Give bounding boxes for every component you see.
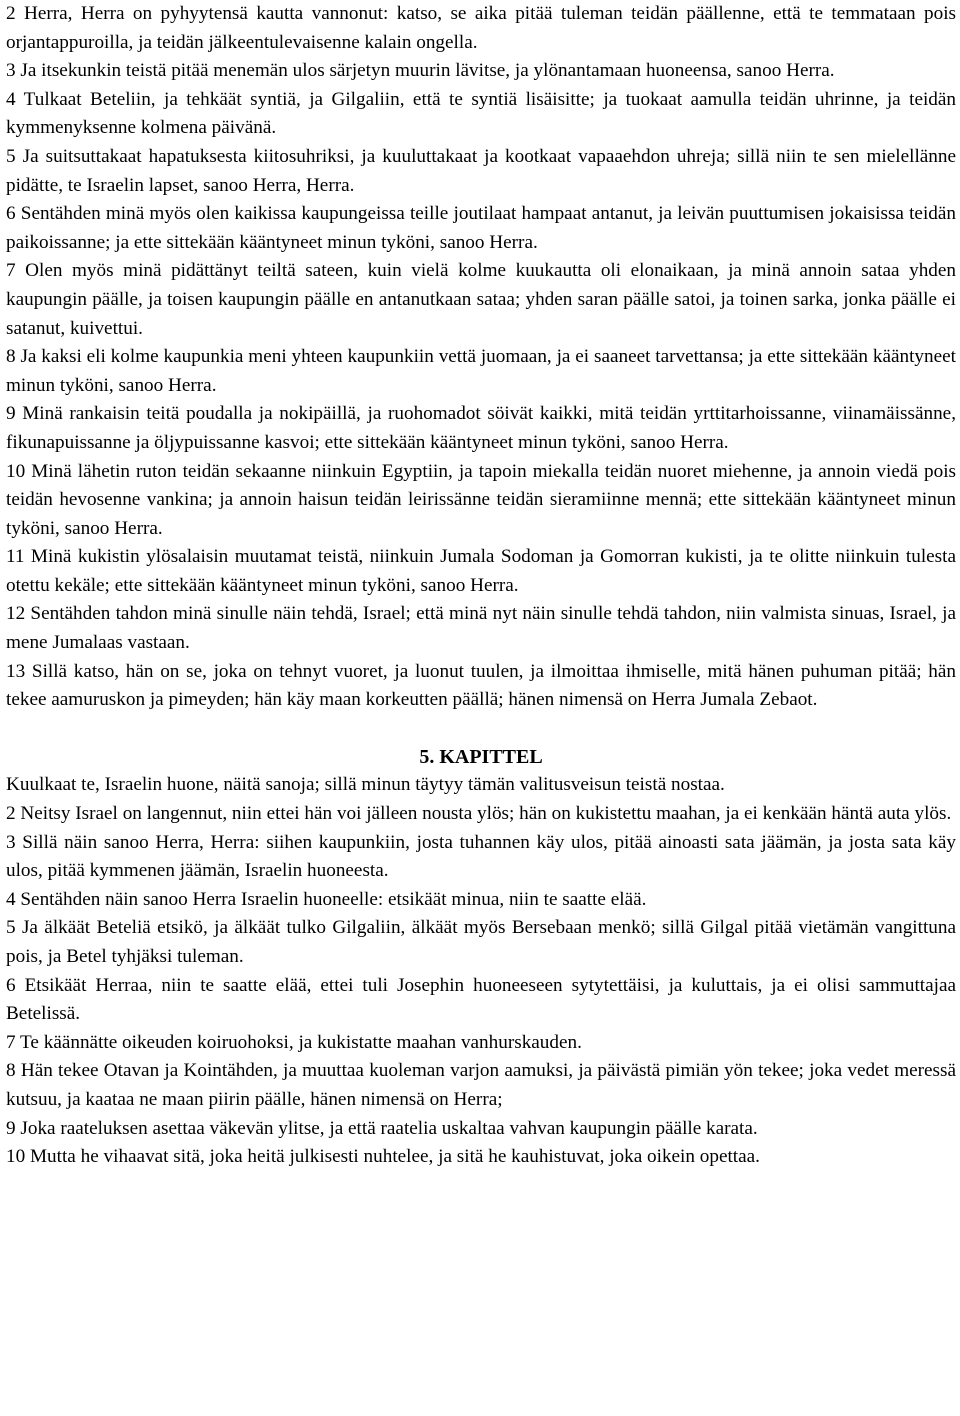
verse: 6 Etsikäät Herraa, niin te saatte elää, ettei tuli Josephin huoneeseen sytytettäisi, ja kuluttais, ja ei olisi sammuttajaa Betelissä. bbox=[6, 974, 956, 1025]
verse: 5 Ja älkäät Beteliä etsikö, ja älkäät tulko Gilgaliin, älkäät myös Bersebaan menkö; sillä Gilgal pitää vietämän vangittuna pois, ja Betel tyhjäksi tuleman. bbox=[6, 917, 956, 967]
chapter-5-verses bbox=[6, 771, 956, 1171]
verse: 5 Ja suitsuttakaat hapatuksesta kiitosuhriksi, ja kuuluttakaat ja kootkaat vapaaehdon uhreja; sillä niin te sen mielellänne pidätte, te Israelin lapset, sanoo Herra, Herra. bbox=[6, 145, 956, 196]
verse: 6 Sentähden minä myös olen kaikissa kaupungeissa teille joutilaat hampaat antanut, ja leivän puuttumisen jokaisissa teidän paikoissanne; ja ette sittekään kääntyneet minun tyköni, sanoo Herra. bbox=[6, 203, 956, 253]
verse: 2 Herra, Herra on pyhyytensä kautta vannonut: katso, se aika pitää tuleman teidän päällenne, että te temmataan pois orjantappuroilla, ja teidän jälkeentulevaisenne kalain ongella. bbox=[6, 3, 956, 53]
verse: 12 Sentähden tahdon minä sinulle näin tehdä, Israel; että minä nyt näin sinulle tehdä tahdon, niin valmista sinuas, Israel, ja mene Jumalaas vastaan. bbox=[6, 603, 956, 654]
verse: 11 Minä kukistin ylösalaisin muutamat teistä, niinkuin Jumala Sodoman ja Gomorran kukisti, ja te olitte niinkuin tulesta otettu kekäle; ette sittekään kääntyneet minun tyköni, sanoo Herra. bbox=[6, 546, 956, 596]
verse: 7 Olen myös minä pidättänyt teiltä sateen, kuin vielä kolme kuukautta oli elonaikaan, ja minä annoin sataa yhden kaupungin päälle, ja toisen kaupungin päälle en antanutkaan sataa; yhden saran päälle satoi, ja toinen sarka, jonka päälle ei satanut, kuivettui. bbox=[6, 260, 956, 339]
verse: 3 Ja itsekunkin teistä pitää menemän ulos särjetyn muurin lävitse, ja ylönantamaan huoneensa, sanoo Herra. bbox=[6, 60, 835, 82]
chapter-4-verses bbox=[6, 0, 956, 715]
verse: 10 Minä lähetin ruton teidän sekaanne niinkuin Egyptiin, ja tapoin miekalla teidän nuoret miehenne, ja annoin viedä pois teidän hevosenne vankina; ja annoin haisun teidän leirissänne teidän sieramiinne mennä; ette sittekään kääntyneet minun tyköni, sanoo Herra. bbox=[6, 460, 956, 539]
verse: 8 Ja kaksi eli kolme kaupunkia meni yhteen kaupunkiin vettä juomaan, ja ei saaneet tarvettansa; ja ette sittekään kääntyneet minun tyköni, sanoo Herra. bbox=[6, 346, 956, 396]
verse: Kuulkaat te, Israelin huone, näitä sanoja; sillä minun täytyy tämän valitusveisun teistä nostaa. bbox=[6, 774, 725, 796]
verse: 2 Neitsy Israel on langennut, niin ettei hän voi jälleen nousta ylös; hän on kukistettu maahan, ja ei kenkään häntä auta ylös. bbox=[6, 803, 952, 825]
chapter-heading: 5. KAPITTEL bbox=[419, 745, 543, 768]
verse: 9 Joka raateluksen asettaa väkevän ylitse, ja että raatelia uskaltaa vahvan kaupungin päälle karata. bbox=[6, 1117, 758, 1139]
verse: 13 Sillä katso, hän on se, joka on tehnyt vuoret, ja luonut tuulen, ja ilmoittaa ihmiselle, mitä hänen puhuman pitää; hän tekee aamuruskon ja pimeyden; hän käy maan korkeutten päällä; hänen nimensä on Herra Jumala Zebaot. bbox=[6, 660, 956, 711]
verse: 10 Mutta he vihaavat sitä, joka heitä julkisesti nuhtelee, ja sitä he kauhistuvat, joka oikein opettaa. bbox=[6, 1146, 760, 1168]
verse: 4 Tulkaat Beteliin, ja tehkäät syntiä, ja Gilgaliin, että te syntiä lisäisitte; ja tuokaat aamulla teidän uhrinne, ja teidän kymmenyksenne kolmena päivänä. bbox=[6, 88, 956, 139]
verse: 7 Te käännätte oikeuden koiruohoksi, ja kukistatte maahan vanhurskauden. bbox=[6, 1031, 582, 1053]
verse: 8 Hän tekee Otavan ja Kointähden, ja muuttaa kuoleman varjon aamuksi, ja päivästä pimiän yön tekee; joka vedet meressä kutsuu, ja kaataa ne maan piirin päälle, hänen nimensä on Herra; bbox=[6, 1060, 956, 1110]
verse: 4 Sentähden näin sanoo Herra Israelin huoneelle: etsikäät minua, niin te saatte elää. bbox=[6, 888, 647, 910]
verse: 9 Minä rankaisin teitä poudalla ja nokipäillä, ja ruohomadot söivät kaikki, mitä teidän yrttitarhoissanne, viinamäissänne, fikunapuissanne ja öljypuissanne kasvoi; ette sittekään kääntyneet minun tyköni, sanoo Herra. bbox=[6, 403, 956, 453]
verse: 3 Sillä näin sanoo Herra, Herra: siihen kaupunkiin, josta tuhannen käy ulos, pitää ainoasti sata jäämän, ja josta sata käy ulos, pitää kymmenen jäämän, Israelin huoneesta. bbox=[6, 831, 956, 882]
